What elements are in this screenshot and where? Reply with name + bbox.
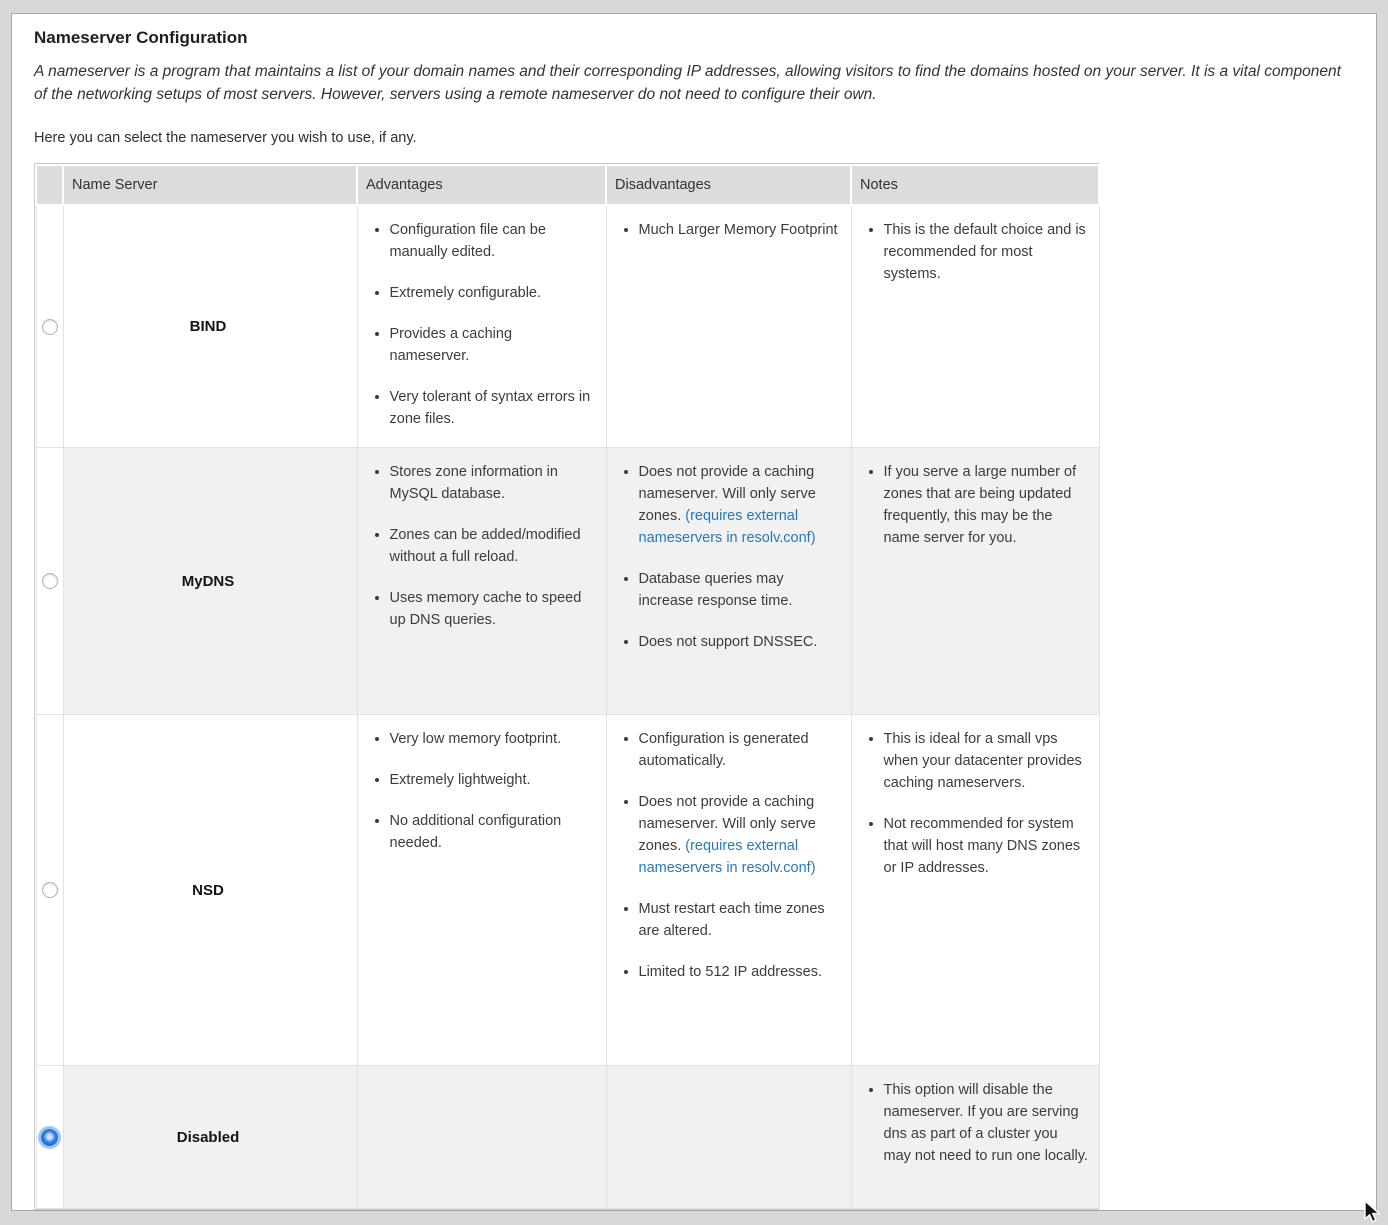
disadvantages-item xyxy=(639,568,841,612)
disadvantages-item xyxy=(639,219,841,241)
disadvantages-item-text: Must restart each time zones are altered. xyxy=(638,901,825,939)
advantages-item-text: Very low memory footprint. xyxy=(389,731,562,747)
disadvantages-item xyxy=(639,461,841,549)
radio-bind[interactable] xyxy=(42,319,58,335)
nameserver-table-wrapper xyxy=(34,163,1099,1210)
notes-item-text: This is ideal for a small vps when your datacenter provides caching nameservers. xyxy=(883,731,1082,791)
notes-list-bind xyxy=(858,219,1089,285)
page-description: A nameserver is a program that maintains a list of your domain names and their corresponding IP addresses, allowing visitors to find the domains hosted on your server. It is a vital component of the networking setups of most servers. However, servers using a remote nameserver do not need to configure their own. xyxy=(34,63,1341,103)
disadvantages-item-text: Database queries may increase response time. xyxy=(638,571,793,609)
nameserver-name-bind: BIND xyxy=(63,205,357,448)
advantages-item-text: Configuration file can be manually edited. xyxy=(389,222,546,260)
resolv-conf-link[interactable]: (requires external nameservers in resolv.conf) xyxy=(638,508,816,546)
radio-mydns[interactable] xyxy=(42,573,58,589)
advantages-list-nsd xyxy=(364,728,596,854)
table-header-row xyxy=(36,165,1099,205)
disadvantages-item xyxy=(639,728,841,772)
advantages-cell-mydns xyxy=(357,448,606,715)
radio-disabled[interactable] xyxy=(41,1129,58,1146)
advantages-cell-disabled xyxy=(357,1066,606,1209)
advantages-item-text: No additional configuration needed. xyxy=(389,813,562,851)
table-row-nsd xyxy=(36,715,1099,1066)
disadvantages-item xyxy=(639,898,841,942)
disadvantages-cell-disabled xyxy=(606,1066,851,1209)
disadvantages-item xyxy=(639,961,841,983)
nameserver-name-nsd: NSD xyxy=(63,715,357,1066)
notes-item-text: This is the default choice and is recommended for most systems. xyxy=(883,222,1086,282)
advantages-item xyxy=(390,587,596,631)
notes-list-disabled xyxy=(858,1079,1089,1167)
notes-item xyxy=(884,219,1089,285)
advantages-item xyxy=(390,219,596,263)
notes-item-text: This option will disable the nameserver. If you are serving dns as part of a cluster you may not need to run one locally. xyxy=(883,1082,1088,1164)
disadvantages-item-text: Does not support DNSSEC. xyxy=(638,634,818,650)
disadvantages-column-header: Disadvantages xyxy=(606,165,851,205)
notes-cell-mydns xyxy=(851,448,1099,715)
advantages-cell-bind xyxy=(357,205,606,448)
advantages-item-text: Extremely configurable. xyxy=(389,285,542,301)
advantages-item-text: Uses memory cache to speed up DNS queries. xyxy=(389,590,582,628)
disadvantages-item xyxy=(639,631,841,653)
advantages-item xyxy=(390,386,596,430)
radio-cell-nsd xyxy=(36,715,63,1066)
advantages-item-text: Zones can be added/modified without a full reload. xyxy=(389,527,581,565)
radio-column-header xyxy=(36,165,63,205)
disadvantages-list-nsd xyxy=(613,728,841,983)
notes-cell-nsd xyxy=(851,715,1099,1066)
disadvantages-item-text: Limited to 512 IP addresses. xyxy=(638,964,823,980)
notes-item xyxy=(884,728,1089,794)
nameserver-name-mydns: MyDNS xyxy=(63,448,357,715)
radio-cell-bind xyxy=(36,205,63,448)
advantages-item xyxy=(390,323,596,367)
notes-cell-bind xyxy=(851,205,1099,448)
disadvantages-item-text: Configuration is generated automatically. xyxy=(638,731,809,769)
table-row-mydns xyxy=(36,448,1099,715)
notes-item xyxy=(884,461,1089,549)
disadvantages-cell-bind xyxy=(606,205,851,448)
disadvantages-cell-nsd xyxy=(606,715,851,1066)
disadvantages-item-text: Does not provide a caching nameserver. Will only serve zones. xyxy=(638,794,816,854)
advantages-item xyxy=(390,810,596,854)
advantages-item-text: Extremely lightweight. xyxy=(389,772,531,788)
radio-nsd[interactable] xyxy=(42,882,58,898)
nameserver-name-disabled: Disabled xyxy=(63,1066,357,1209)
page-instruction: Here you can select the nameserver you wish to use, if any. xyxy=(34,130,417,146)
advantages-item xyxy=(390,728,596,750)
nameserver-configuration-panel xyxy=(11,13,1377,1211)
advantages-item xyxy=(390,524,596,568)
disadvantages-item xyxy=(639,791,841,879)
disadvantages-list-mydns xyxy=(613,461,841,653)
notes-item xyxy=(884,813,1089,879)
advantages-list-bind xyxy=(364,219,596,430)
notes-list-nsd xyxy=(858,728,1089,879)
notes-item xyxy=(884,1079,1089,1167)
advantages-cell-nsd xyxy=(357,715,606,1066)
disadvantages-list-bind xyxy=(613,219,841,241)
notes-item-text: If you serve a large number of zones that are being updated frequently, this may be the name server for you. xyxy=(883,464,1077,546)
disadvantages-cell-mydns xyxy=(606,448,851,715)
notes-cell-disabled xyxy=(851,1066,1099,1209)
table-row-bind xyxy=(36,205,1099,448)
advantages-item xyxy=(390,461,596,505)
disadvantages-item-text: Does not provide a caching nameserver. Will only serve zones. xyxy=(638,464,816,524)
nameserver-table-body xyxy=(36,205,1099,1209)
disadvantages-item-text: Much Larger Memory Footprint xyxy=(638,222,838,238)
advantages-item xyxy=(390,769,596,791)
notes-column-header: Notes xyxy=(851,165,1099,205)
page-title: Nameserver Configuration xyxy=(34,28,248,47)
advantages-item-text: Stores zone information in MySQL database. xyxy=(389,464,558,502)
advantages-column-header: Advantages xyxy=(357,165,606,205)
radio-cell-disabled xyxy=(36,1066,63,1209)
table-row-disabled xyxy=(36,1066,1099,1209)
radio-cell-mydns xyxy=(36,448,63,715)
advantages-item-text: Very tolerant of syntax errors in zone files. xyxy=(389,389,591,427)
nameserver-table xyxy=(35,164,1100,1209)
advantages-list-mydns xyxy=(364,461,596,631)
resolv-conf-link[interactable]: (requires external nameservers in resolv.conf) xyxy=(638,838,816,876)
name-server-column-header: Name Server xyxy=(63,165,357,205)
notes-item-text: Not recommended for system that will host many DNS zones or IP addresses. xyxy=(883,816,1081,876)
advantages-item-text: Provides a caching nameserver. xyxy=(389,326,513,364)
advantages-item xyxy=(390,282,596,304)
notes-list-mydns xyxy=(858,461,1089,549)
